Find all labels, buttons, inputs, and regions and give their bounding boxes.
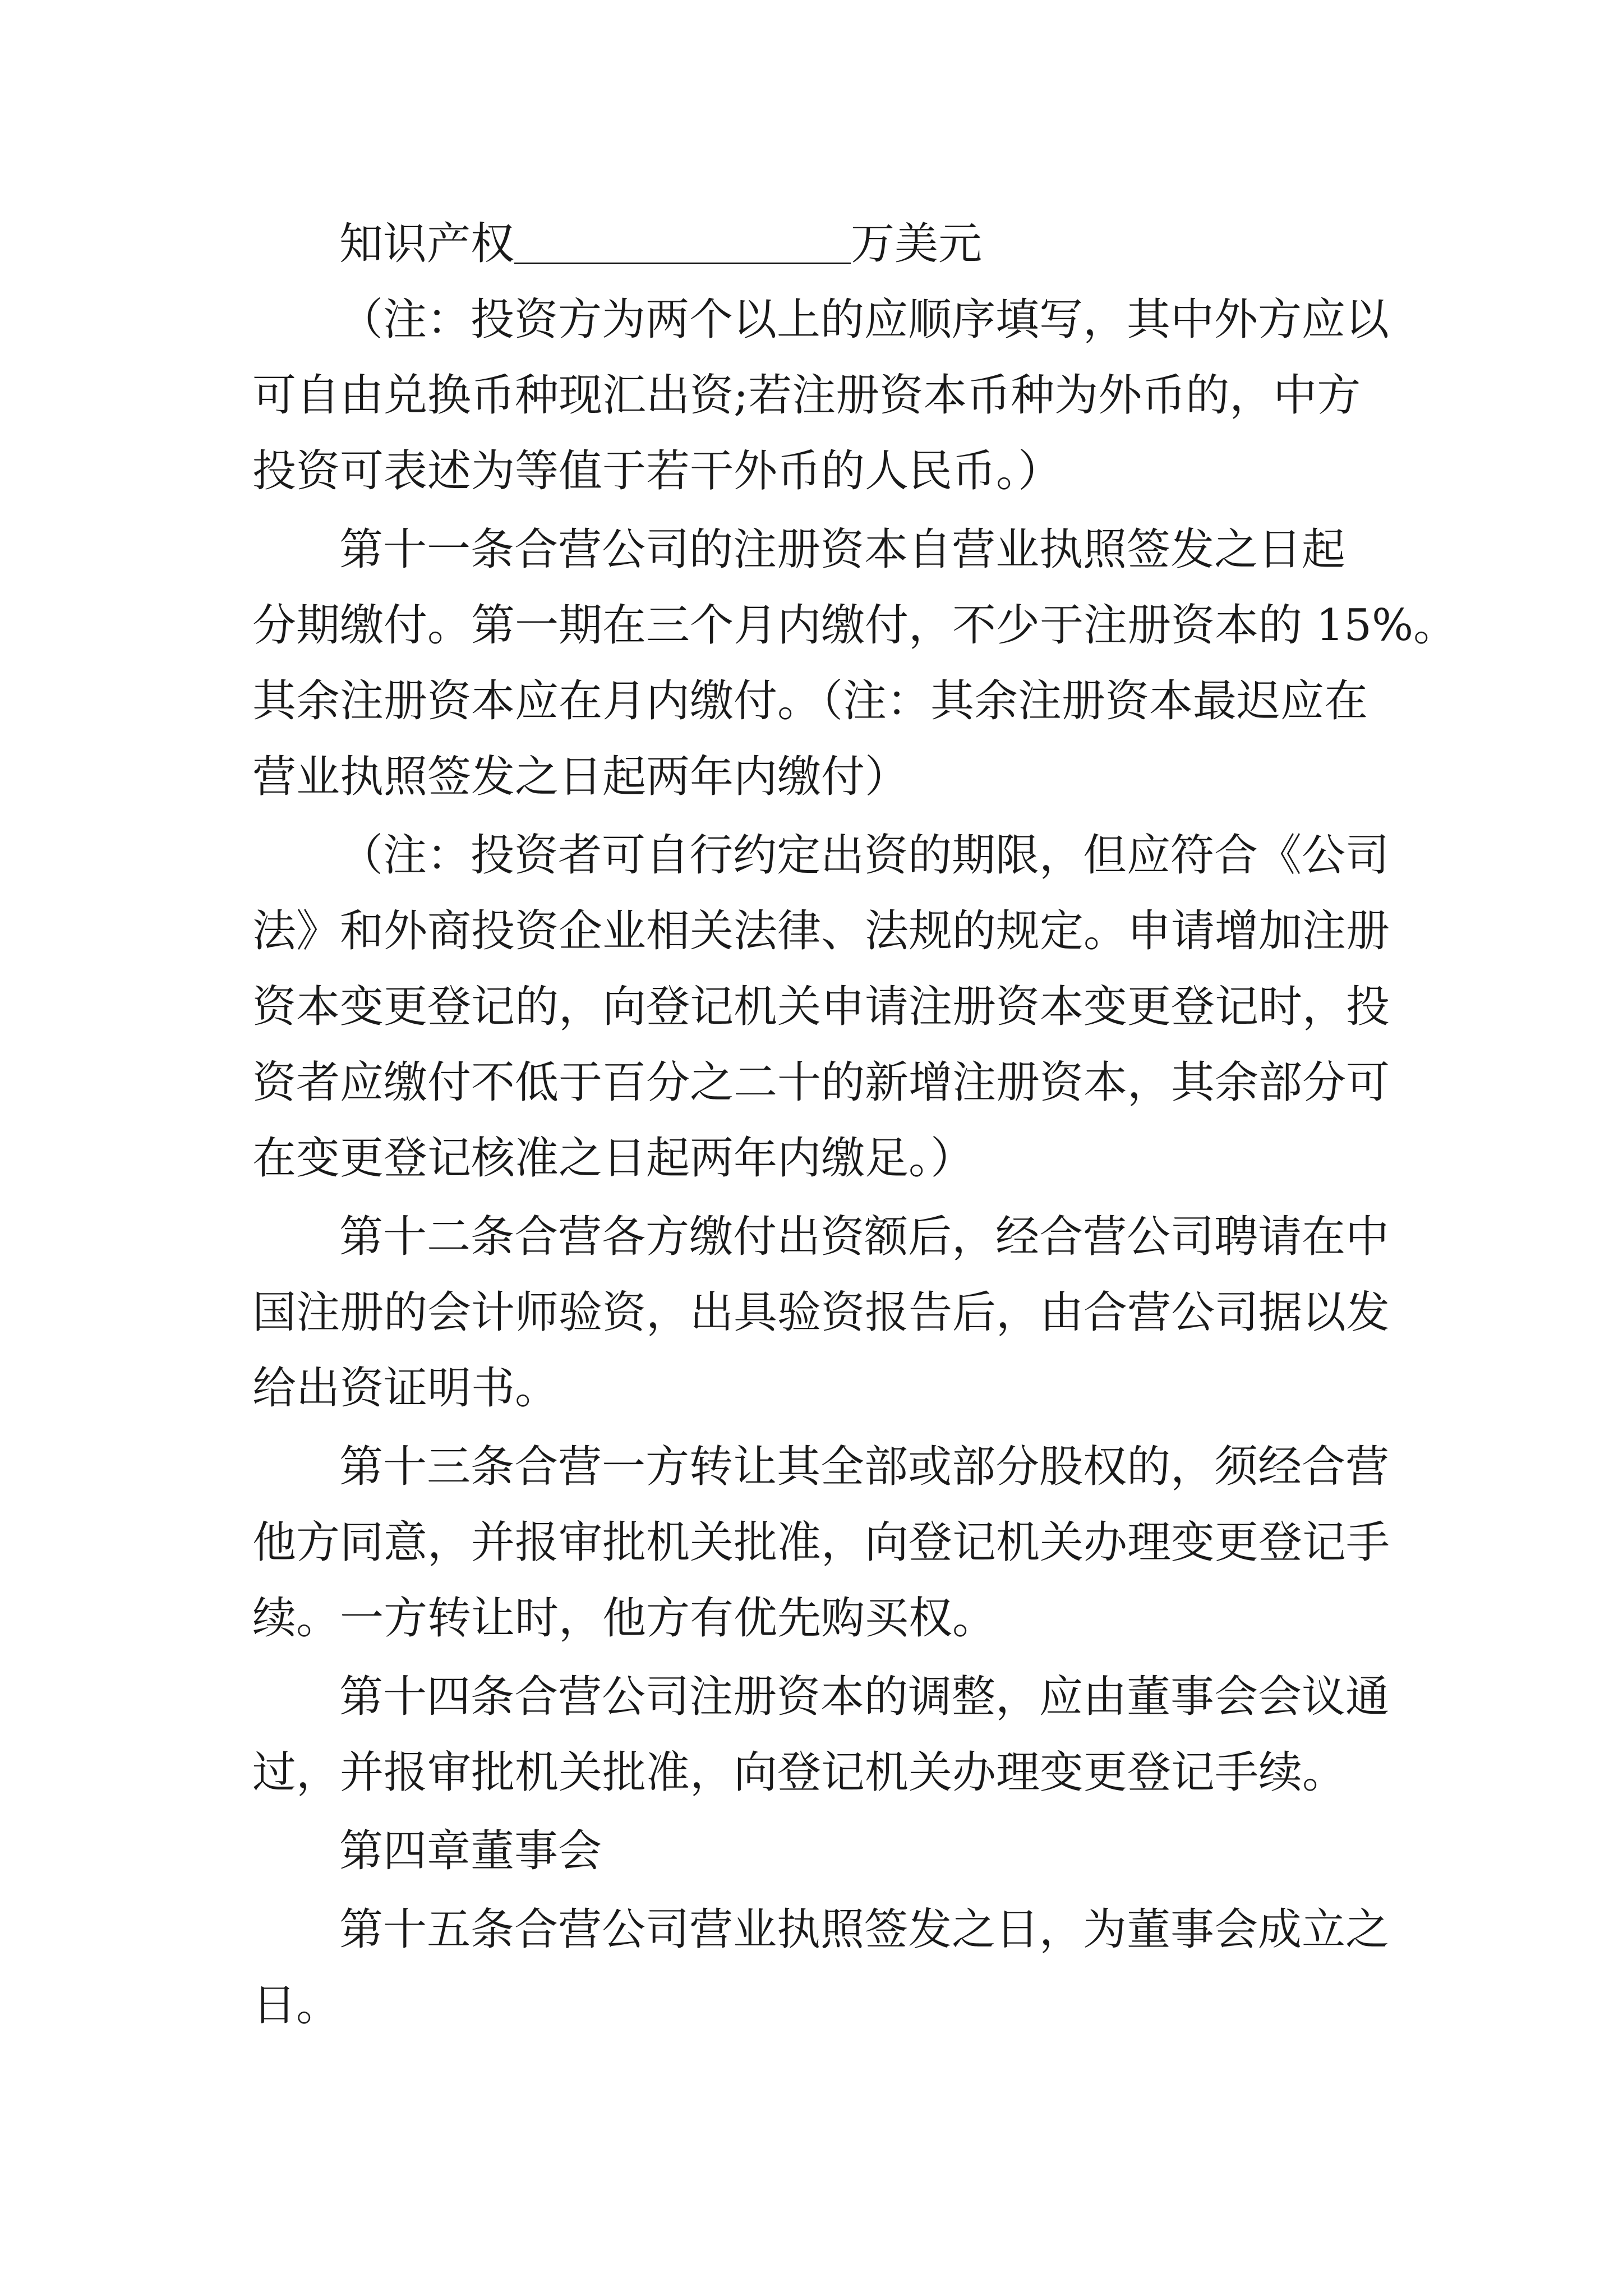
- text-line: 可自由兑换币种现汇出资;若注册资本币种为外币的，中方: [252, 370, 1361, 421]
- article-12-line: 第十二条合营各方缴付出资额后，经合营公司聘请在中: [339, 1212, 1390, 1262]
- text-line: 过，并报审批机关批准，向登记机关办理变更登记手续。: [252, 1747, 1347, 1798]
- text-line: 国注册的会计师验资，出具验资报告后，由合营公司据以发: [252, 1287, 1390, 1338]
- ip-label: 知识产权: [339, 219, 515, 269]
- note-line: （注：投资者可自行约定出资的期限，但应符合《公司: [339, 830, 1390, 881]
- article-11-line: 第十一条合营公司的注册资本自营业执照签发之日起: [339, 524, 1346, 575]
- article-15-line: 第十五条合营公司营业执照签发之日，为董事会成立之: [339, 1904, 1390, 1955]
- text-line: 日。: [252, 1980, 340, 2031]
- text-line: （注：投资方为两个以上的应顺序填写，其中外方应以: [339, 295, 1390, 345]
- text-line: 他方同意，并报审批机关批准，向登记机关办理变更登记手: [252, 1517, 1390, 1568]
- chapter-heading: 第四章董事会: [339, 1826, 602, 1876]
- text-line: 续。一方转让时，他方有优先购买权。: [252, 1593, 997, 1644]
- article-13-line: 第十三条合营一方转让其全部或部分股权的，须经合营: [339, 1442, 1390, 1492]
- text-line: 投资可表述为等值于若干外币的人民币。）: [252, 446, 1062, 496]
- ip-amount-blank: [514, 219, 851, 264]
- text-line: 资本变更登记的，向登记机关申请注册资本变更登记时，投: [252, 982, 1390, 1032]
- text-line: 其余注册资本应在月内缴付。（注：其余注册资本最迟应在: [252, 676, 1368, 726]
- ip-unit: 万美元: [851, 219, 983, 269]
- text-line: 在变更登记核准之日起两年内缴足。）: [252, 1133, 975, 1184]
- ip-contribution-line: [339, 205, 982, 283]
- text-line: 给出资证明书。: [252, 1363, 559, 1414]
- text-line: 资者应缴付不低于百分之二十的新增注册资本，其余部分可: [252, 1057, 1390, 1108]
- text-line: 分期缴付。第一期在三个月内缴付，不少于注册资本的 15%。: [252, 600, 1458, 651]
- text-line: 营业执照签发之日起两年内缴付）: [252, 752, 909, 802]
- text-line: 法》和外商投资企业相关法律、法规的规定。申请增加注册: [252, 906, 1390, 956]
- article-14-line: 第十四条合营公司注册资本的调整，应由董事会会议通: [339, 1672, 1390, 1722]
